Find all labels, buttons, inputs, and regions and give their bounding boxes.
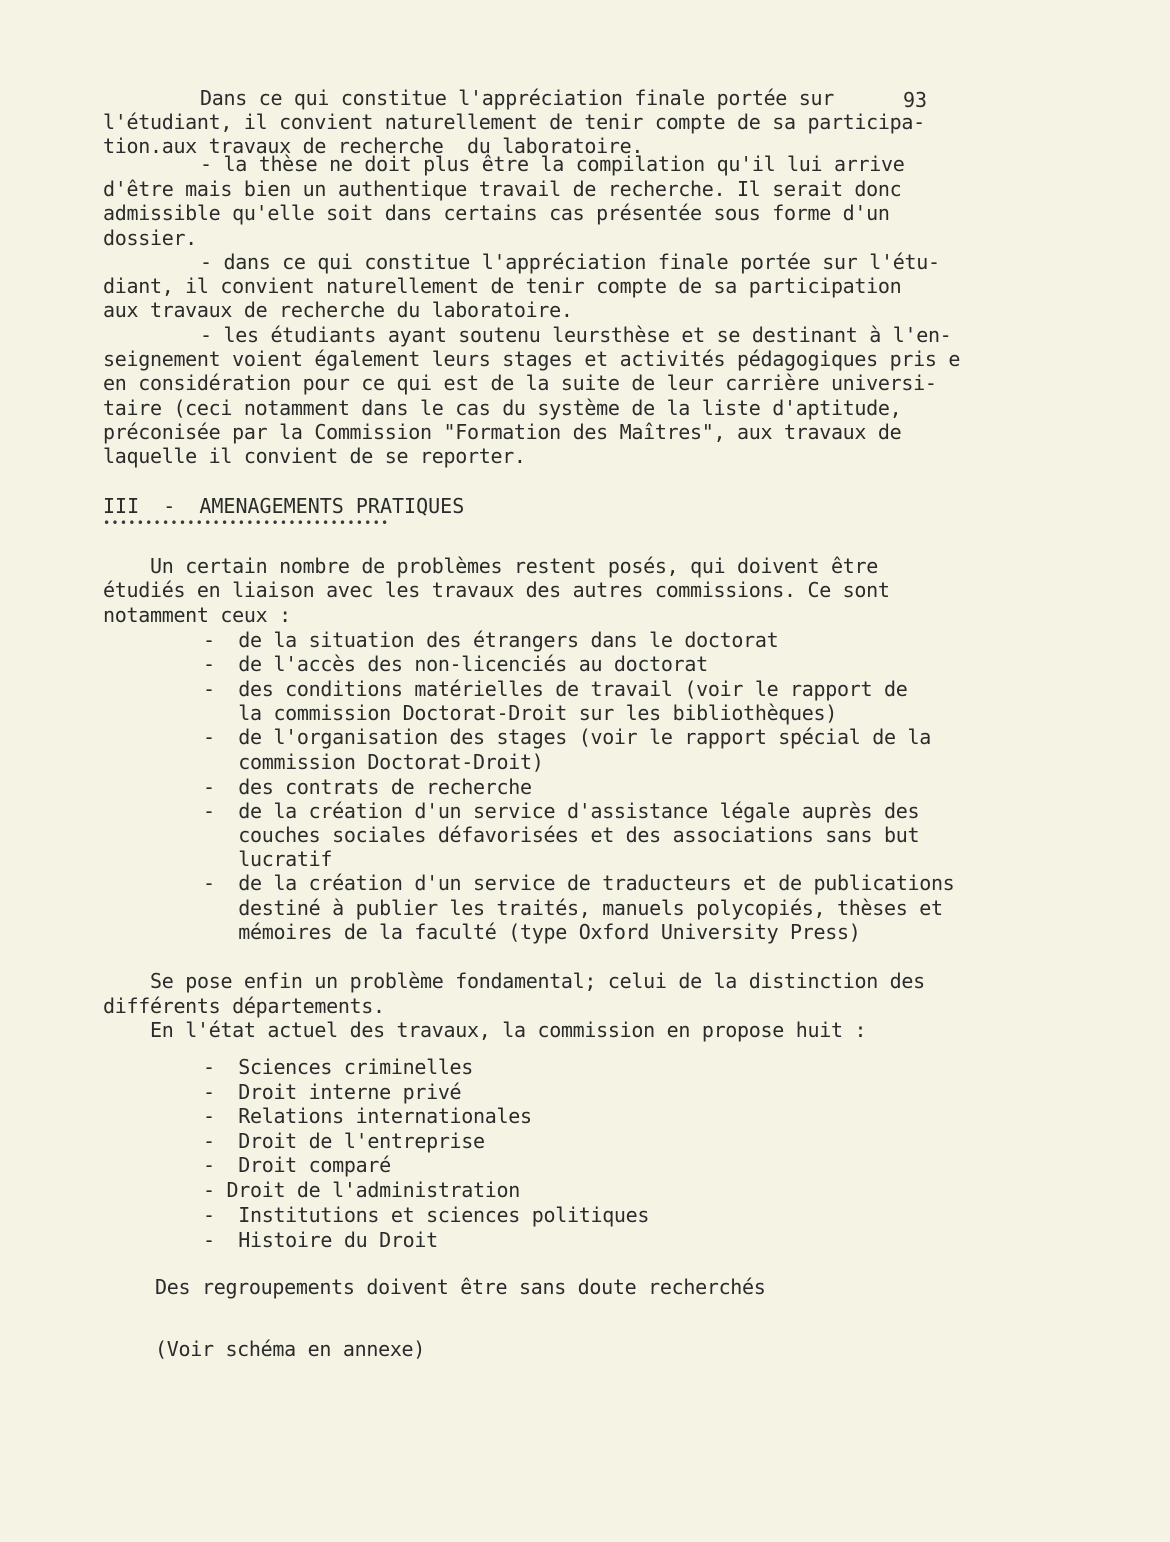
list-item: commission Doctorat-Droit) xyxy=(203,750,544,774)
text-line: d'être mais bien un authentique travail de recherche. Il serait donc xyxy=(103,177,902,201)
list-item: - Droit de l'administration xyxy=(203,1178,521,1202)
text-line: En l'état actuel des travaux, la commission en propose huit : xyxy=(150,1018,867,1042)
text-line: dossier. xyxy=(103,226,197,250)
text-line: diant, il convient naturellement de tenir compte de sa participation xyxy=(103,274,902,298)
text-line: préconisée par la Commission "Formation des Maîtres", aux travaux de xyxy=(103,420,902,444)
list-item: - Droit interne privé xyxy=(203,1080,462,1104)
list-item: - Sciences criminelles xyxy=(203,1055,474,1079)
list-item: - Institutions et sciences politiques xyxy=(203,1203,650,1227)
list-item: - des contrats de recherche xyxy=(203,775,532,799)
text-line: admissible qu'elle soit dans certains cas présentée sous forme d'un xyxy=(103,201,890,225)
text-line: laquelle il convient de se reporter. xyxy=(103,444,526,468)
text-line: - dans ce qui constitue l'appréciation finale portée sur l'étu- xyxy=(200,250,940,274)
text-line: Un certain nombre de problèmes restent posés, qui doivent être xyxy=(150,554,878,578)
text-line: taire (ceci notamment dans le cas du système de la liste d'aptitude, xyxy=(103,396,902,420)
text-line: Se pose enfin un problème fondamental; celui de la distinction des xyxy=(150,969,925,993)
text-line: l'étudiant, il convient naturellement de tenir compte de sa participa- xyxy=(103,110,925,134)
text-line: notamment ceux : xyxy=(103,603,291,627)
list-item: couches sociales défavorisées et des associations sans but xyxy=(203,823,920,847)
list-item: - de la création d'un service d'assistance légale auprès des xyxy=(203,799,920,823)
annex-note: (Voir schéma en annexe) xyxy=(155,1337,426,1361)
text-line: en considération pour ce qui est de la suite de leur carrière universi- xyxy=(103,371,937,395)
text-line: Dans ce qui constitue l'appréciation finale portée sur xyxy=(200,86,835,110)
list-item: - Droit de l'entreprise xyxy=(203,1129,485,1153)
text-line: seignement voient également leurs stages et activités pédagogiques pris e xyxy=(103,347,961,371)
section-heading: III - AMENAGEMENTS PRATIQUES xyxy=(103,494,465,518)
list-item: destiné à publier les traités, manuels polycopiés, thèses et xyxy=(203,896,943,920)
list-item: - de l'organisation des stages (voir le rapport spécial de la xyxy=(203,725,931,749)
text-line: étudiés en liaison avec les travaux des autres commissions. Ce sont xyxy=(103,578,890,602)
list-item: - Relations internationales xyxy=(203,1104,532,1128)
text-line: - les étudiants ayant soutenu leursthèse et se destinant à l'en- xyxy=(200,323,952,347)
list-item: mémoires de la faculté (type Oxford University Press) xyxy=(203,920,861,944)
list-item: - Droit comparé xyxy=(203,1153,391,1177)
text-line: - la thèse ne doit plus être la compilation qu'il lui arrive xyxy=(200,152,905,176)
list-item: - de la situation des étrangers dans le doctorat xyxy=(203,628,779,652)
list-item: - de l'accès des non-licenciés au doctorat xyxy=(203,652,708,676)
list-item: - des conditions matérielles de travail (voir le rapport de xyxy=(203,677,908,701)
list-item: - de la création d'un service de traducteurs et de publications xyxy=(203,871,955,895)
text-line: tion.aux travaux de recherche du laboratoire. xyxy=(103,134,644,158)
list-item: - Histoire du Droit xyxy=(203,1228,438,1252)
text-line: Des regroupements doivent être sans doute recherchés xyxy=(155,1275,766,1299)
page-number: 93 xyxy=(903,88,928,112)
list-item: la commission Doctorat-Droit sur les bibliothèques) xyxy=(203,701,838,725)
text-line: aux travaux de recherche du laboratoire. xyxy=(103,298,573,322)
heading-underline: •••••••••••••••••••••••••••••••••• xyxy=(103,516,390,530)
text-line: différents départements. xyxy=(103,994,385,1018)
list-item: lucratif xyxy=(203,847,333,871)
